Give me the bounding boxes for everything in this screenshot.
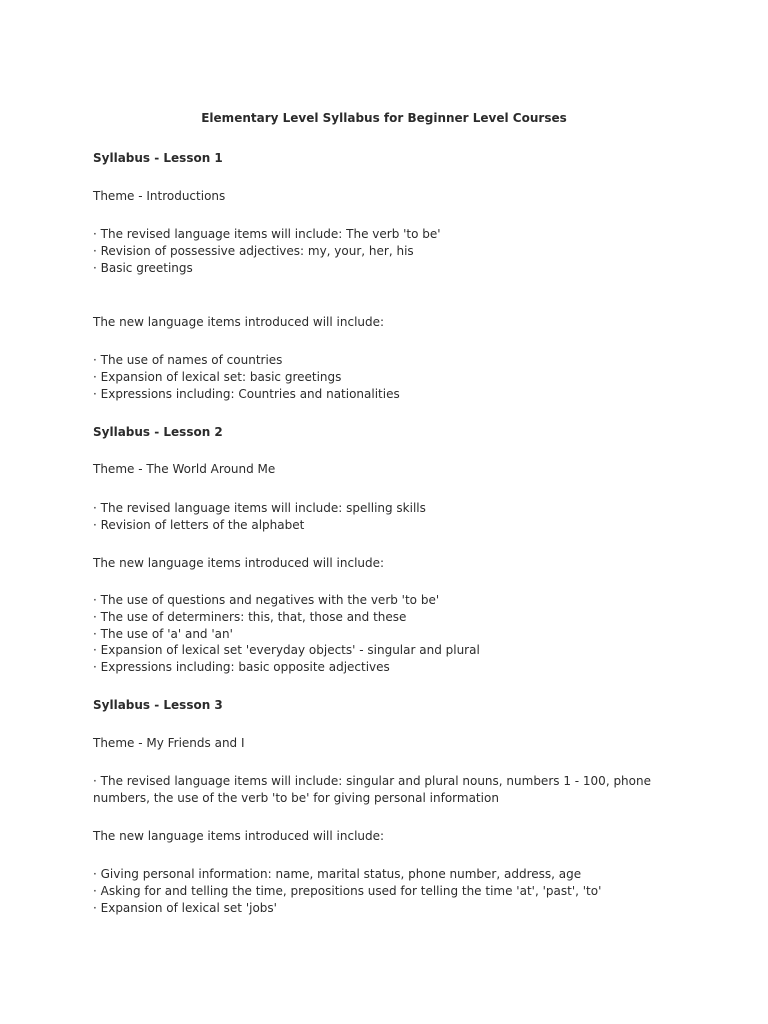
lesson-2-revised-list — [93, 500, 653, 534]
lesson-2-heading: Syllabus - Lesson 2 — [93, 425, 223, 439]
lesson-1-heading: Syllabus - Lesson 1 — [93, 151, 223, 165]
list-item: · Expressions including: Countries and nationalities — [93, 386, 400, 401]
list-item: · The revised language items will include: The verb 'to be' — [93, 227, 441, 241]
lesson-1-new-intro: The new language items introduced will include: — [93, 315, 385, 329]
list-item: · The use of determiners: this, that, those and these — [93, 609, 407, 624]
list-item: · Asking for and telling the time, prepositions used for telling the time 'at', 'past', 'to' — [93, 883, 602, 898]
list-item: · The use of questions and negatives with the verb 'to be' — [93, 593, 440, 607]
list-item: · The revised language items will include: singular and plural nouns, numbers 1 - 100, phone numbers, the use of the verb 'to be' for giving personal information — [93, 774, 651, 805]
list-item: · The revised language items will include: spelling skills — [93, 501, 426, 515]
lesson-1-revised-list — [93, 226, 653, 276]
list-item: · Basic greetings — [93, 260, 193, 275]
lesson-2-new-intro: The new language items introduced will include: — [93, 556, 385, 570]
lesson-3-theme: Theme - My Friends and I — [93, 736, 245, 750]
list-item: · Expansion of lexical set: basic greetings — [93, 369, 342, 384]
lesson-3-new-intro: The new language items introduced will include: — [93, 829, 385, 843]
lesson-3-revised-list — [93, 773, 653, 807]
lesson-1-new-list — [93, 352, 653, 402]
list-item: · Revision of letters of the alphabet — [93, 517, 305, 532]
list-item: · The use of names of countries — [93, 353, 283, 367]
document-title: Elementary Level Syllabus for Beginner Level Courses — [201, 111, 567, 125]
list-item: · Expansion of lexical set 'everyday objects' - singular and plural — [93, 643, 480, 658]
list-item: · Giving personal information: name, marital status, phone number, address, age — [93, 867, 582, 881]
lesson-1-theme: Theme - Introductions — [93, 189, 226, 203]
list-item: · The use of 'a' and 'an' — [93, 626, 233, 641]
lesson-2-theme: Theme - The World Around Me — [93, 462, 276, 476]
lesson-3-heading: Syllabus - Lesson 3 — [93, 698, 223, 712]
list-item: · Revision of possessive adjectives: my, your, her, his — [93, 243, 414, 258]
lesson-3-new-list — [93, 866, 653, 916]
lesson-2-new-list — [93, 592, 653, 676]
list-item: · Expressions including: basic opposite adjectives — [93, 660, 390, 675]
list-item: · Expansion of lexical set 'jobs' — [93, 900, 277, 915]
